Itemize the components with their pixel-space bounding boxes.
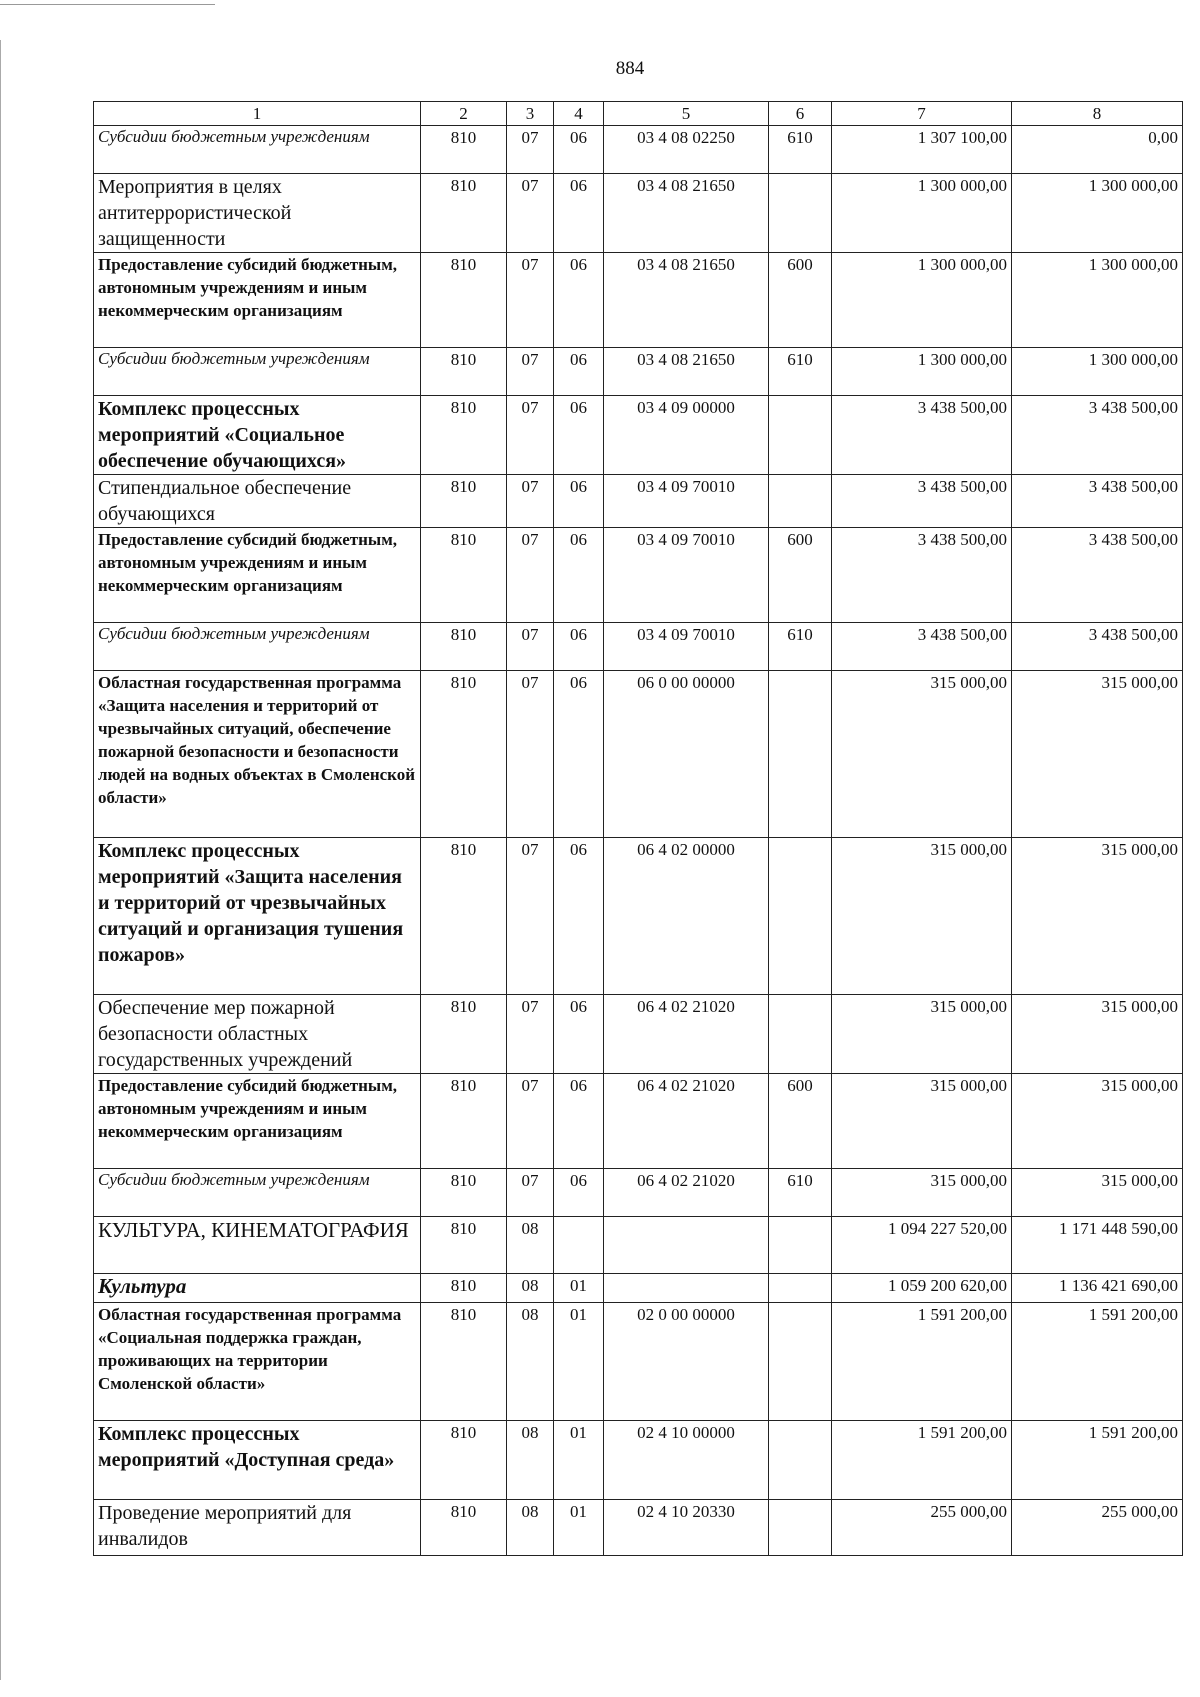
row-name: Предоставление субсидий бюджетным, автономным учреждениям и иным некоммерческим организациям [94,528,421,623]
header-cell: 1 [94,102,421,126]
row-name: Культура [94,1274,421,1303]
col-3: 07 [507,671,554,838]
col-3: 07 [507,253,554,348]
table-row [94,475,1183,528]
col-5: 03 4 08 21650 [604,174,769,253]
col-6 [769,1274,832,1303]
col-3: 07 [507,396,554,475]
col-3: 08 [507,1274,554,1303]
col-3: 07 [507,126,554,174]
scan-edge-top [0,4,215,5]
table-row [94,1169,1183,1217]
col-6: 600 [769,253,832,348]
table-row [94,995,1183,1074]
col-8-amount: 315 000,00 [1012,838,1183,995]
col-4: 06 [554,396,604,475]
col-4: 06 [554,623,604,671]
table-row [94,838,1183,995]
col-7-amount: 1 300 000,00 [832,253,1012,348]
col-7-amount: 315 000,00 [832,1074,1012,1169]
col-3: 07 [507,475,554,528]
budget-table [93,101,1183,1556]
col-6 [769,174,832,253]
header-row [94,102,1183,126]
col-3: 07 [507,174,554,253]
col-5: 06 4 02 00000 [604,838,769,995]
row-name: Предоставление субсидий бюджетным, автономным учреждениям и иным некоммерческим организациям [94,1074,421,1169]
row-name: Мероприятия в целях антитеррористической защищенности [94,174,421,253]
col-5 [604,1217,769,1274]
row-name: Стипендиальное обеспечение обучающихся [94,475,421,528]
col-4: 06 [554,253,604,348]
col-6 [769,1303,832,1421]
col-2: 810 [421,348,507,396]
col-2: 810 [421,1274,507,1303]
col-2: 810 [421,623,507,671]
col-5: 03 4 09 70010 [604,528,769,623]
col-8-amount: 315 000,00 [1012,1074,1183,1169]
col-4: 06 [554,475,604,528]
table-row [94,528,1183,623]
col-8-amount: 1 591 200,00 [1012,1421,1183,1500]
col-6: 600 [769,1074,832,1169]
header-cell: 8 [1012,102,1183,126]
col-3: 07 [507,1169,554,1217]
col-8-amount: 315 000,00 [1012,995,1183,1074]
col-7-amount: 315 000,00 [832,995,1012,1074]
header-cell: 5 [604,102,769,126]
table-row [94,1074,1183,1169]
table-row [94,253,1183,348]
col-2: 810 [421,475,507,528]
table-row [94,174,1183,253]
col-6: 610 [769,348,832,396]
col-5: 03 4 08 21650 [604,253,769,348]
col-5: 06 4 02 21020 [604,1074,769,1169]
col-5: 02 0 00 00000 [604,1303,769,1421]
table-row [94,1303,1183,1421]
col-6: 610 [769,126,832,174]
col-6 [769,838,832,995]
col-2: 810 [421,1421,507,1500]
row-name: Проведение мероприятий для инвалидов [94,1500,421,1556]
col-4: 06 [554,348,604,396]
col-4: 06 [554,995,604,1074]
col-7-amount: 315 000,00 [832,838,1012,995]
col-7-amount: 315 000,00 [832,1169,1012,1217]
col-8-amount: 0,00 [1012,126,1183,174]
col-3: 07 [507,528,554,623]
row-name: Областная государственная программа «Социальная поддержка граждан, проживающих на территории Смоленской области» [94,1303,421,1421]
col-7-amount: 1 059 200 620,00 [832,1274,1012,1303]
col-2: 810 [421,1500,507,1556]
col-6 [769,1421,832,1500]
col-4: 01 [554,1500,604,1556]
col-3: 07 [507,623,554,671]
col-8-amount: 1 591 200,00 [1012,1303,1183,1421]
table-row [94,1421,1183,1500]
table-row [94,671,1183,838]
col-5: 06 0 00 00000 [604,671,769,838]
col-8-amount: 1 300 000,00 [1012,253,1183,348]
col-8-amount: 315 000,00 [1012,1169,1183,1217]
header-cell: 7 [832,102,1012,126]
col-4: 06 [554,671,604,838]
col-3: 07 [507,1074,554,1169]
col-7-amount: 255 000,00 [832,1500,1012,1556]
row-name: Субсидии бюджетным учреждениям [94,623,421,671]
col-5: 03 4 09 70010 [604,623,769,671]
col-2: 810 [421,995,507,1074]
col-5: 06 4 02 21020 [604,995,769,1074]
table-row [94,1500,1183,1556]
row-name: Комплекс процессных мероприятий «Социальное обеспечение обучающихся» [94,396,421,475]
col-8-amount: 3 438 500,00 [1012,623,1183,671]
col-6 [769,1217,832,1274]
col-2: 810 [421,671,507,838]
col-7-amount: 1 591 200,00 [832,1303,1012,1421]
row-name: Комплекс процессных мероприятий «Защита населения и территорий от чрезвычайных ситуаций и организация тушения пожаров» [94,838,421,995]
page-number: 884 [615,58,645,79]
col-3: 07 [507,995,554,1074]
col-3: 08 [507,1217,554,1274]
col-6 [769,475,832,528]
col-6 [769,1500,832,1556]
col-8-amount: 3 438 500,00 [1012,528,1183,623]
col-4: 01 [554,1303,604,1421]
col-7-amount: 3 438 500,00 [832,623,1012,671]
row-name: Субсидии бюджетным учреждениям [94,126,421,174]
table-row [94,126,1183,174]
col-6: 610 [769,1169,832,1217]
col-7-amount: 1 300 000,00 [832,348,1012,396]
col-5 [604,1274,769,1303]
col-5: 03 4 09 00000 [604,396,769,475]
col-5: 02 4 10 00000 [604,1421,769,1500]
col-4 [554,1217,604,1274]
row-name: Предоставление субсидий бюджетным, автономным учреждениям и иным некоммерческим организациям [94,253,421,348]
col-7-amount: 1 591 200,00 [832,1421,1012,1500]
row-name: Субсидии бюджетным учреждениям [94,1169,421,1217]
col-7-amount: 1 307 100,00 [832,126,1012,174]
col-2: 810 [421,1074,507,1169]
table-row [94,1217,1183,1274]
col-8-amount: 3 438 500,00 [1012,396,1183,475]
col-7-amount: 315 000,00 [832,671,1012,838]
col-5: 03 4 08 21650 [604,348,769,396]
col-2: 810 [421,253,507,348]
header-cell: 4 [554,102,604,126]
col-8-amount: 255 000,00 [1012,1500,1183,1556]
col-7-amount: 3 438 500,00 [832,396,1012,475]
row-name: Субсидии бюджетным учреждениям [94,348,421,396]
col-3: 08 [507,1421,554,1500]
header-cell: 3 [507,102,554,126]
col-6 [769,671,832,838]
col-8-amount: 3 438 500,00 [1012,475,1183,528]
col-2: 810 [421,528,507,623]
col-4: 01 [554,1421,604,1500]
col-7-amount: 3 438 500,00 [832,475,1012,528]
col-6 [769,396,832,475]
col-2: 810 [421,174,507,253]
col-4: 06 [554,838,604,995]
col-8-amount: 1 171 448 590,00 [1012,1217,1183,1274]
scan-edge-left [0,40,1,1680]
col-4: 01 [554,1274,604,1303]
col-2: 810 [421,126,507,174]
row-name: Комплекс процессных мероприятий «Доступная среда» [94,1421,421,1500]
col-2: 810 [421,1303,507,1421]
col-4: 06 [554,1074,604,1169]
col-6 [769,995,832,1074]
col-8-amount: 1 300 000,00 [1012,348,1183,396]
col-8-amount: 1 136 421 690,00 [1012,1274,1183,1303]
col-2: 810 [421,1217,507,1274]
col-2: 810 [421,1169,507,1217]
col-7-amount: 3 438 500,00 [832,528,1012,623]
col-3: 07 [507,348,554,396]
col-4: 06 [554,174,604,253]
table-row [94,1274,1183,1303]
col-5: 06 4 02 21020 [604,1169,769,1217]
row-name: КУЛЬТУРА, КИНЕМАТОГРАФИЯ [94,1217,421,1274]
col-2: 810 [421,396,507,475]
row-name: Обеспечение мер пожарной безопасности областных государственных учреждений [94,995,421,1074]
header-cell: 2 [421,102,507,126]
col-3: 08 [507,1500,554,1556]
table-row [94,623,1183,671]
row-name: Областная государственная программа «Защита населения и территорий от чрезвычайных ситуаций, обеспечение пожарной безопасности и безопасности людей на водных объектах в Смоленской области» [94,671,421,838]
col-6: 610 [769,623,832,671]
col-6: 600 [769,528,832,623]
header-cell: 6 [769,102,832,126]
col-3: 08 [507,1303,554,1421]
col-7-amount: 1 094 227 520,00 [832,1217,1012,1274]
col-5: 03 4 08 02250 [604,126,769,174]
col-2: 810 [421,838,507,995]
table-row [94,348,1183,396]
col-8-amount: 1 300 000,00 [1012,174,1183,253]
table-row [94,396,1183,475]
col-8-amount: 315 000,00 [1012,671,1183,838]
col-4: 06 [554,126,604,174]
col-4: 06 [554,528,604,623]
col-7-amount: 1 300 000,00 [832,174,1012,253]
col-5: 03 4 09 70010 [604,475,769,528]
col-3: 07 [507,838,554,995]
col-5: 02 4 10 20330 [604,1500,769,1556]
col-4: 06 [554,1169,604,1217]
